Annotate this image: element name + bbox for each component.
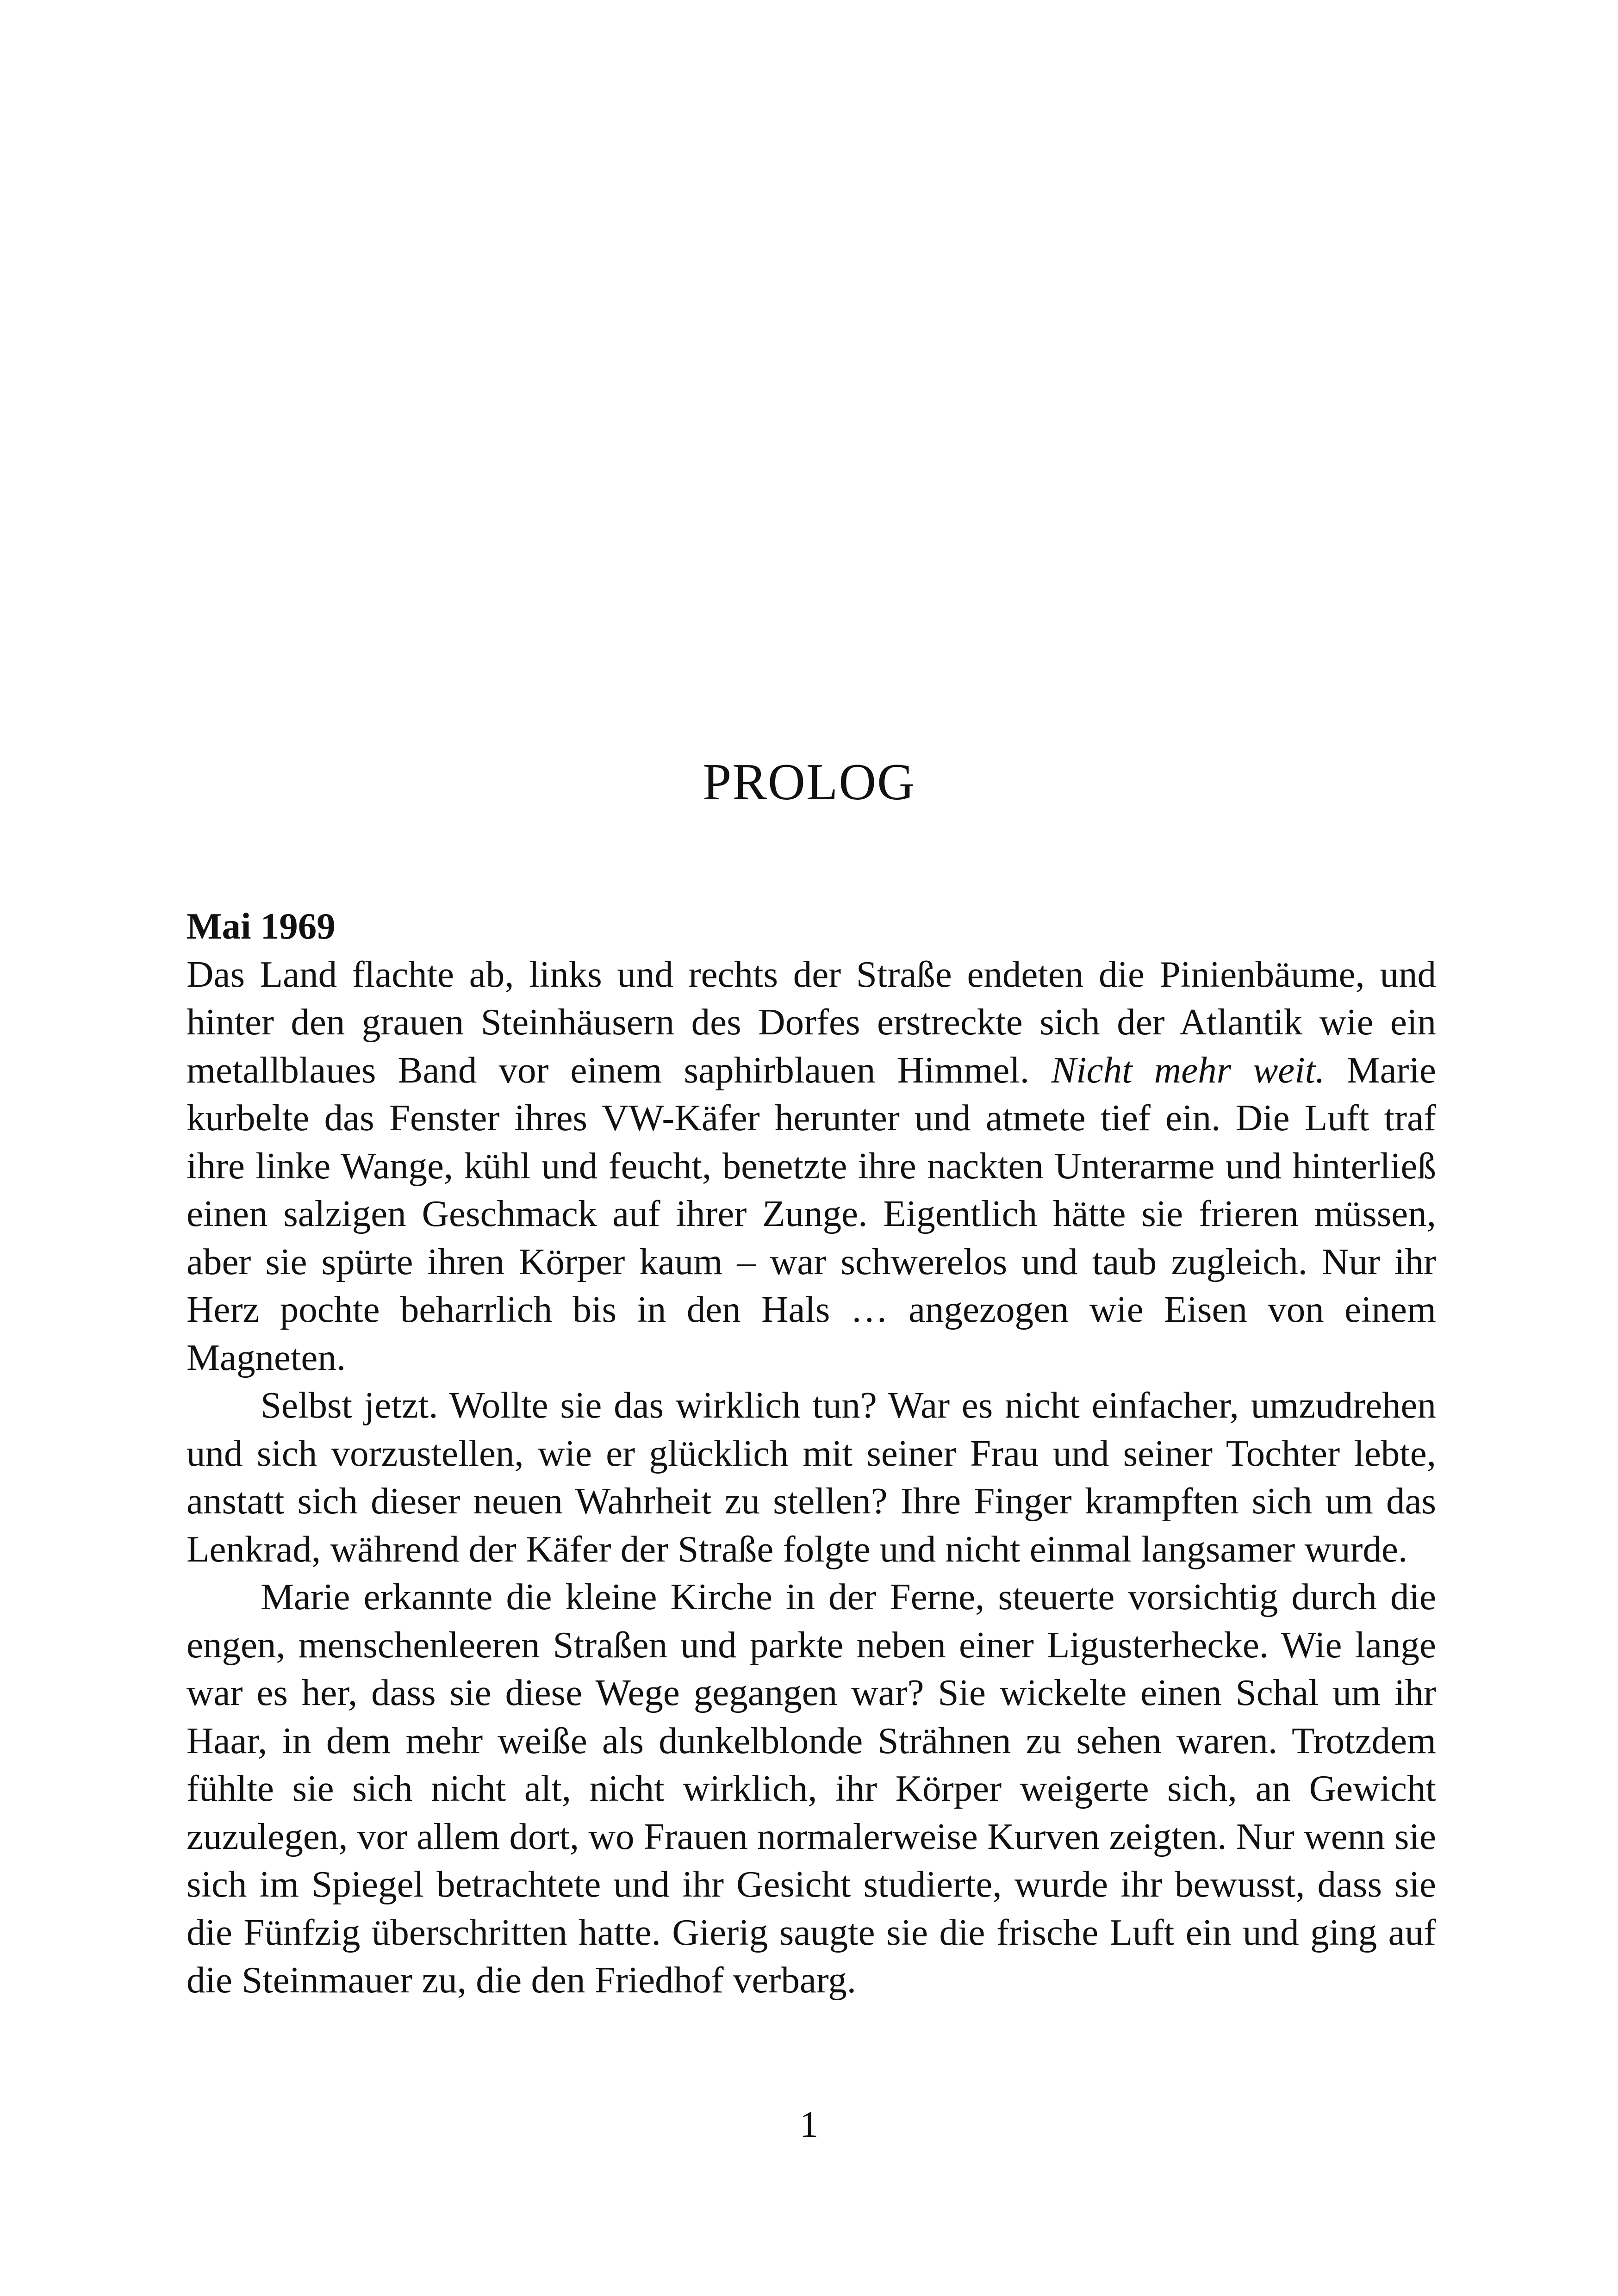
paragraph-3: Marie erkannte die kleine Kirche in der Ferne, steuerte vorsichtig durch die engen, menschenleeren Straßen und parkte neben einer Ligusterhecke. Wie lange war es her, dass sie diese Wege gegangen war? Sie wickelte einen Schal um ihr Haar, in dem mehr weiße als dunkelblonde Strähnen zu sehen waren. Trotzdem fühlte sie sich nicht alt, nicht wirklich, ihr Körper weigerte sich, an Gewicht zuzulegen, vor allem dort, wo Frauen normalerweise Kurven zeigten. Nur wenn sie sich im Spiegel betrachtete und ihr Gesicht studierte, wurde ihr bewusst, dass sie die Fünfzig überschritten hatte. Gierig saugte sie die frische Luft ein und ging auf die Steinmauer zu, die den Friedhof verbarg. bbox=[187, 1576, 1436, 2001]
paragraph-1-text-end: Marie kurbelte das Fenster ihres VW-Käfer herunter und atmete tief ein. Die Luft traf ihre linke Wange, kühl und feucht, benetzte ihre nackten Unterarme und hinterließ einen salzigen Geschmack auf ihrer Zunge. Eigentlich hätte sie frieren müssen, aber sie spürte ihren Körper kaum – war schwerelos und taub zugleich. Nur ihr Herz pochte beharrlich bis in den Hals … angezogen wie Eisen von einem Magneten. bbox=[187, 1049, 1436, 1378]
paragraph-2: Selbst jetzt. Wollte sie das wirklich tun? War es nicht einfacher, umzudrehen und sich vorzustellen, wie er glücklich mit seiner Frau und seiner Tochter lebte, anstatt sich dieser neuen Wahrheit zu stellen? Ihre Finger krampften sich um das Lenkrad, während der Käfer der Straße folgte und nicht einmal langsamer wurde. bbox=[187, 1384, 1436, 1570]
paragraph-1-italic-phrase: Nicht mehr weit. bbox=[1051, 1049, 1325, 1091]
page-number: 1 bbox=[799, 2103, 819, 2145]
paragraph-1 bbox=[187, 951, 1436, 1382]
paragraph-1-text-start: Das Land flachte ab, links und rechts der Straße endeten die Pinienbäume, und hinter den grauen Steinhäusern des Dorfes erstreckte sich der Atlantik wie ein metallblaues Band vor einem saphirblauen Himmel. bbox=[187, 953, 1436, 1091]
section-heading: Mai 1969 bbox=[187, 905, 336, 947]
chapter-title: PROLOG bbox=[702, 753, 916, 811]
body-text bbox=[187, 902, 1436, 2004]
